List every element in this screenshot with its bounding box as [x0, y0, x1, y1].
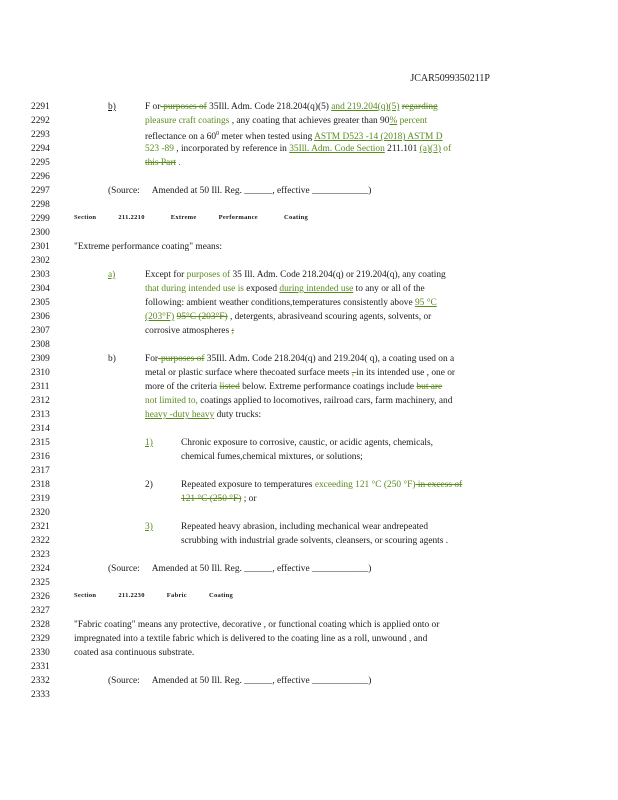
line-number: 2331: [31, 662, 50, 672]
line-number: 2330: [31, 648, 50, 658]
line-number: 2292: [31, 116, 50, 126]
line-number: 2310: [31, 368, 50, 378]
line-number: 2332: [31, 676, 50, 686]
line-number: 2315: [31, 438, 50, 448]
text-line: following: ambient weather conditions,temperatures consistently above 95 °C: [145, 298, 437, 308]
text-line: scrubbing with industrial grade solvents, cleansers, or scouring agents .: [181, 536, 449, 546]
text-line: this Part .: [145, 158, 181, 168]
line-number: 2303: [31, 270, 50, 280]
text-line: Repeated heavy abrasion, including mechanical wear andrepeated: [181, 522, 429, 532]
line-number: 2327: [31, 606, 50, 616]
text-line: "Fabric coating" means any protective, decorative , or functional coating which is applied onto or: [74, 620, 440, 630]
line-number: 2317: [31, 466, 50, 476]
text-line: reflectance on a $60^0$ meter when tested using ASTM D523 -14 (2018) ASTM D: [145, 131, 443, 143]
line-number: 2316: [31, 452, 50, 462]
source-note: (Source: Amended at 50 Ill. Reg. ______, effective ____________): [108, 676, 372, 686]
line-number: 2305: [31, 298, 50, 308]
item-label-1: 1): [145, 438, 153, 448]
line-number: 2301: [31, 242, 50, 252]
line-number: 2291: [31, 102, 50, 112]
source-note: (Source: Amended at 50 Ill. Reg. ______, effective ____________): [108, 186, 372, 196]
line-number: 2328: [31, 620, 50, 630]
text-line: corrosive atmospheres ;: [145, 326, 235, 336]
line-number: 2294: [31, 144, 50, 154]
text-line: Chronic exposure to corrosive, caustic, or acidic agents, chemicals,: [181, 438, 433, 448]
line-number: 2333: [31, 690, 50, 700]
line-number: 2293: [31, 130, 50, 140]
text-line: heavy -duty heavy duty trucks:: [145, 410, 262, 420]
line-number: 2299: [31, 214, 50, 224]
line-number: 2297: [31, 186, 50, 196]
text-line: more of the criteria listed below. Extreme performance coatings include but are: [145, 382, 443, 392]
line-number: 2322: [31, 536, 50, 546]
item-label-2: 2): [145, 480, 153, 490]
text-line: chemical fumes,chemical mixtures, or solutions;: [181, 452, 363, 462]
line-number: 2307: [31, 326, 50, 336]
line-number: 2329: [31, 634, 50, 644]
text-line: impregnated into a textile fabric which is delivered to the coating line as a roll, unwound , and: [74, 634, 428, 644]
line-number: 2296: [31, 172, 50, 182]
line-number: 2306: [31, 312, 50, 322]
text-line: (203°F) 95°C (203°F) , detergents, abrasiveand scouring agents, solvents, or: [145, 312, 432, 322]
text-line: F or-purposes of 35Ill. Adm. Code 218.204(q)(5) and 219.204(q)(5) regarding: [145, 102, 438, 112]
text-line: 121 °C (250 °F) ; or: [181, 494, 257, 504]
para-label-b: b): [108, 354, 116, 364]
text-line: Except for purposes of 35 Ill. Adm. Code 218.204(q) or 219.204(q), any coating: [145, 270, 446, 280]
line-number: 2323: [31, 550, 50, 560]
line-number: 2302: [31, 256, 50, 266]
item-label-3: 3): [145, 522, 153, 532]
line-number: 2318: [31, 480, 50, 490]
line-number: 2319: [31, 494, 50, 504]
section-heading: Section 211.2210 Extreme Performance Coating: [74, 214, 309, 221]
line-number: 2308: [31, 340, 50, 350]
text-line: that during intended use is exposed during intended use to any or all of the: [145, 284, 425, 294]
line-number: 2324: [31, 564, 50, 574]
para-label-a: a): [108, 270, 116, 280]
text-line: Repeated exposure to temperatures exceeding 121 °C (250 °F) in excess of: [181, 480, 463, 490]
line-number: 2314: [31, 424, 50, 434]
line-number: 2325: [31, 578, 50, 588]
text-line: metal or plastic surface where thecoated surface meets , in its intended use , one or: [145, 368, 456, 378]
line-number: 2311: [31, 382, 50, 392]
line-number: 2300: [31, 228, 50, 238]
para-label-b: b): [108, 102, 116, 112]
document-id: JCAR5099350211P: [410, 73, 490, 84]
line-number: 2312: [31, 396, 50, 406]
line-number: 2320: [31, 508, 50, 518]
line-number: 2304: [31, 284, 50, 294]
line-number: 2309: [31, 354, 50, 364]
line-number: 2321: [31, 522, 50, 532]
line-number: 2326: [31, 592, 50, 602]
text-line: pleasure craft coatings , any coating that achieves greater than 90% percent: [145, 116, 428, 126]
line-number: 2298: [31, 200, 50, 210]
source-note: (Source: Amended at 50 Ill. Reg. ______, effective ____________): [108, 564, 372, 574]
text-line: 523 -89 , incorporated by reference in 35Ill. Adm. Code Section 211.101 (a)(3) of: [145, 144, 452, 154]
line-number: 2295: [31, 158, 50, 168]
line-number: 2313: [31, 410, 50, 420]
text-line: For-purposes of 35Ill. Adm. Code 218.204(q) and 219.204( q), a coating used on a: [145, 354, 455, 364]
text-line: not limited to, coatings applied to locomotives, railroad cars, farm machinery, and: [145, 396, 453, 406]
definition-intro: "Extreme performance coating" means:: [74, 242, 222, 252]
section-heading: Section 211.2230 Fabric Coating: [74, 592, 234, 599]
text-line: coated asa continuous substrate.: [74, 648, 195, 658]
